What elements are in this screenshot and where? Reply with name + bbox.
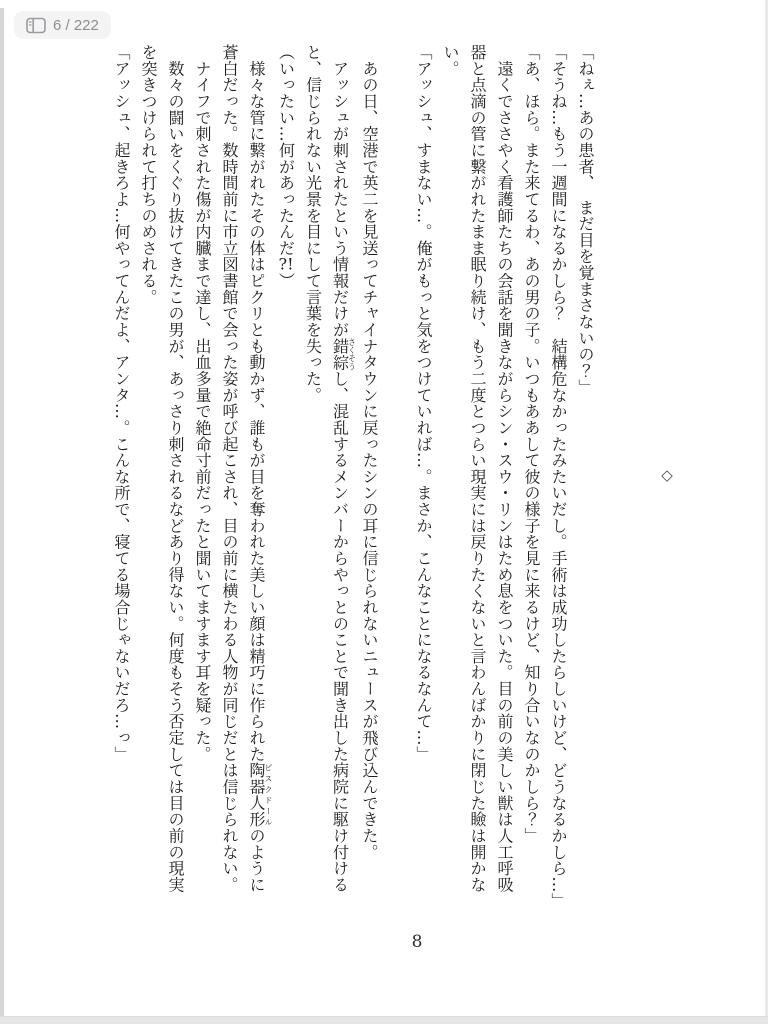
novel-paragraph: アッシュが刺されたという情報だけが錯綜さくそうし、混乱するメンバーからやっとのことで聞き出した病院に駆け付けると、信じられない光景を目にして言葉を失った。: [303, 44, 357, 893]
novel-paragraph: 様々な管に繋がれたその体はピクリとも動かず、誰もが目を奪われた美しい顔は精巧に作られた陶器人形ビスクドールのように蒼白だった。数時間前に市立図書館で会った姿が呼び起こされ、目の前に横たわる人物が同じだとは信じられない。: [220, 44, 273, 893]
blank-line: [383, 44, 410, 906]
blank-line: [599, 44, 626, 906]
novel-paragraph: 「アッシュ、すまない…。俺がもっと気をつけていれば…。まさか、こんなことになるなんて…」: [414, 44, 433, 763]
page-number: 8: [411, 932, 423, 952]
novel-paragraph: 遠くでささやく看護師たちの会話を聞きながらシン・スウ・リンはため息をついた。目の前の美しい獣は人工呼吸器と点滴の管に繋がれたまま眠り続け、もう二度とつらい現実には戻りたくないと言わんばかりに閉じた瞼は開かない。: [441, 44, 514, 893]
book-pages-icon: [26, 17, 46, 34]
scene-divider: ◇: [658, 465, 676, 485]
page-indicator-label: 6 / 222: [53, 16, 99, 34]
novel-paragraph: （いったい…何があったんだ?!）: [276, 44, 296, 289]
blank-line: [626, 44, 653, 906]
text-block: [108, 44, 680, 909]
novel-paragraph: 「アッシュ、起きろよ…何やってんだよ、アンタ…。こんな所で、寝てる場合じゃないだろ…っ」: [112, 44, 131, 763]
novel-paragraph: あの日、空港で英二を見送ってチャイナタウンに戻ったシンの耳に信じられないニュースが飛び込んできた。: [360, 44, 379, 860]
novel-paragraph: ナイフで刺された傷が内臓まで達し、出血多量で絶命寸前だったと聞いてますます耳を疑った。: [193, 44, 212, 763]
page-indicator-pill[interactable]: [14, 11, 111, 39]
novel-paragraph: 「そうね…もう一週間になるかしら？ 結構危なかったみたいだし。手術は成功したらしいけど、どうなるかしら…」: [549, 44, 568, 909]
novel-paragraph: 「ねぇ…あの患者、 まだ目を覚まさないの？」: [576, 44, 595, 396]
page-edge-bottom: [0, 1016, 768, 1024]
novel-paragraph: 「あ、ほら。また来てるわ、あの男の子。いつもああして彼の様子を見に来るけど、知り合いなのかしら？」: [522, 44, 541, 844]
novel-paragraph: 数々の闘いをくぐり抜けてきたこの男が、あっさり刺されるなどあり得ない。何度もそう否定しては目の前の現実を突きつけられて打ちのめされる。: [139, 44, 185, 893]
reader-page[interactable]: [4, 0, 765, 1016]
